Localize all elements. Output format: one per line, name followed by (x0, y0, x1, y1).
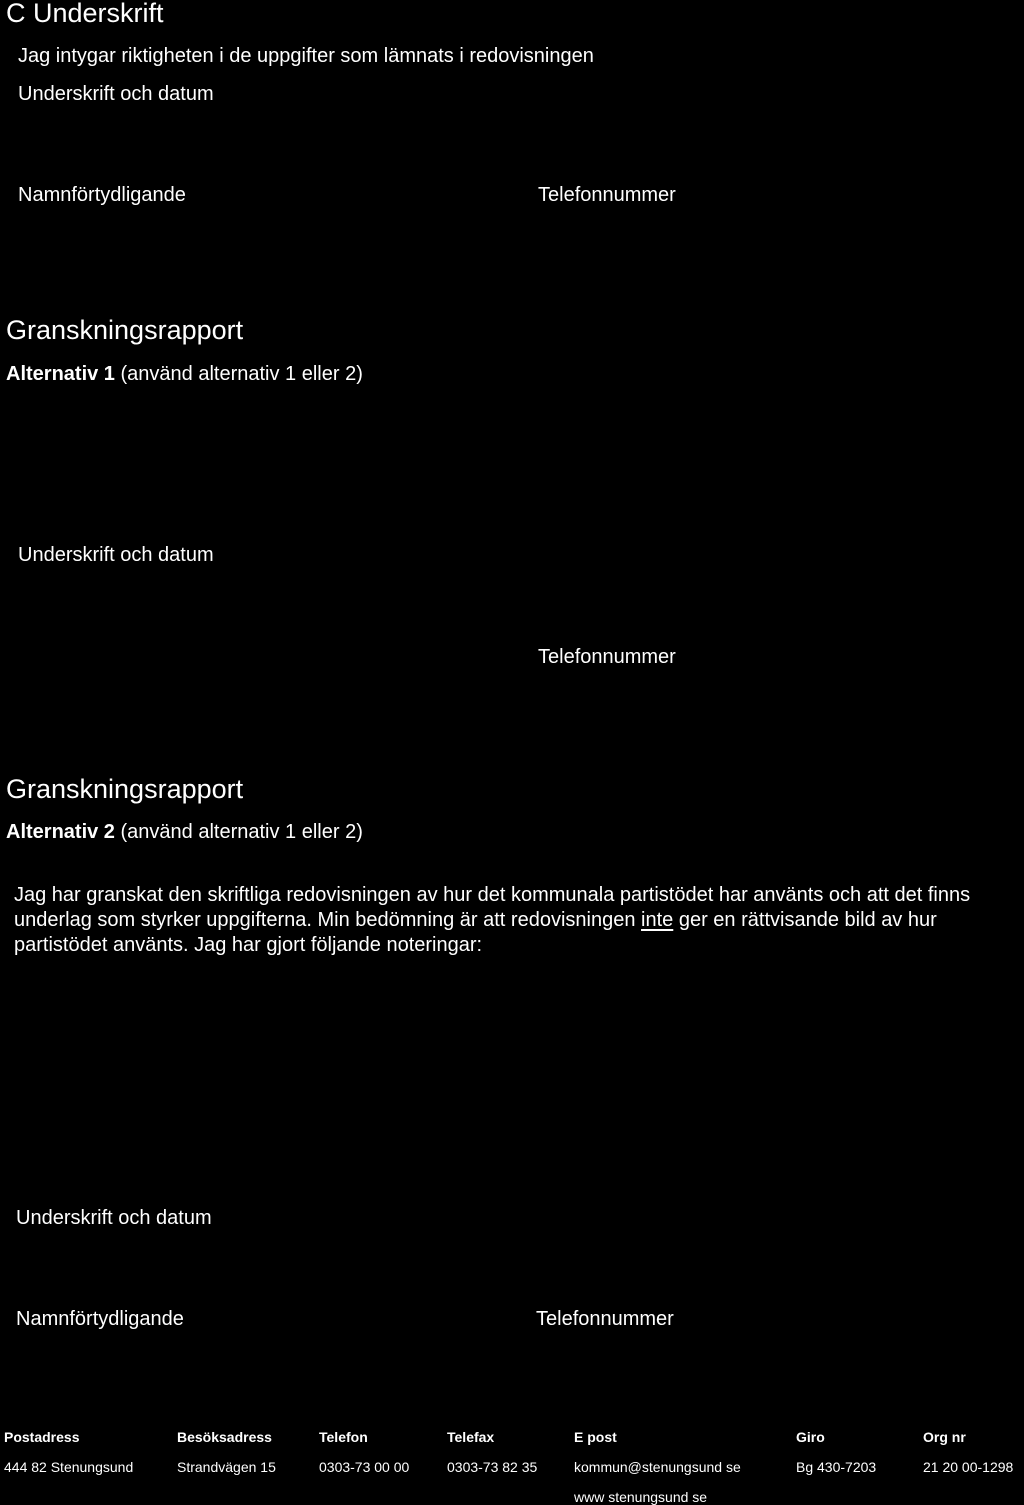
name-label-c: Namnförtydligande (18, 184, 186, 206)
signature-label-c: Underskrift och datum (18, 83, 214, 105)
report-2-title: Granskningsrapport (6, 774, 244, 804)
footer-postal-value: 444 82 Stenungsund (4, 1459, 134, 1475)
report-1-title: Granskningsrapport (6, 315, 244, 345)
footer-org-header: Org nr (923, 1429, 966, 1445)
footer-email-value: kommun@stenungsund se (574, 1459, 741, 1475)
footer-org-value: 21 20 00-1298 (923, 1459, 1014, 1475)
report-2-alternative (6, 821, 363, 844)
phone-label-1: Telefonnummer (538, 646, 676, 668)
phone-label-2: Telefonnummer (536, 1308, 674, 1330)
footer-giro-value: Bg 430-7203 (796, 1459, 877, 1475)
footer-giro-header: Giro (796, 1429, 825, 1445)
signature-label-2: Underskrift och datum (16, 1207, 212, 1229)
report-1-alt-note: (använd alternativ 1 eller 2) (120, 363, 363, 385)
paragraph-emphasis: inte (641, 909, 674, 931)
report-2-alt-note: (använd alternativ 1 eller 2) (120, 821, 363, 843)
footer-fax-value: 0303-73 82 35 (447, 1459, 538, 1475)
footer-visit-value: Strandvägen 15 (177, 1459, 276, 1475)
report-2-paragraph (14, 883, 1009, 958)
section-c-title: C Underskrift (6, 0, 164, 28)
footer-visit-header: Besöksadress (177, 1429, 272, 1445)
footer-email-header: E post (574, 1429, 617, 1445)
footer-web-value: www stenungsund se (574, 1489, 708, 1505)
signature-label-1: Underskrift och datum (18, 544, 214, 566)
paragraph-part-2: ger en rättvisande bild av hur partistödet använts. Jag har gjort följande noteringar: (14, 909, 937, 956)
name-label-2: Namnförtydligande (16, 1308, 184, 1330)
report-1-alternative (6, 363, 363, 386)
footer-phone-value: 0303-73 00 00 (319, 1459, 410, 1475)
footer-phone-header: Telefon (319, 1429, 368, 1445)
report-2-alt-bold: Alternativ 2 (6, 821, 115, 843)
phone-label-c: Telefonnummer (538, 184, 676, 206)
report-1-alt-bold: Alternativ 1 (6, 363, 115, 385)
certify-text: Jag intygar riktigheten i de uppgifter som lämnats i redovisningen (18, 45, 594, 67)
paragraph-part-1: Jag har granskat den skriftliga redovisningen av hur det kommunala partistödet har använts och att det finns underlag som styrker uppgifterna. Min bedömning är att redovisningen (14, 884, 971, 931)
footer-postal-header: Postadress (4, 1429, 80, 1445)
footer-fax-header: Telefax (447, 1429, 495, 1445)
